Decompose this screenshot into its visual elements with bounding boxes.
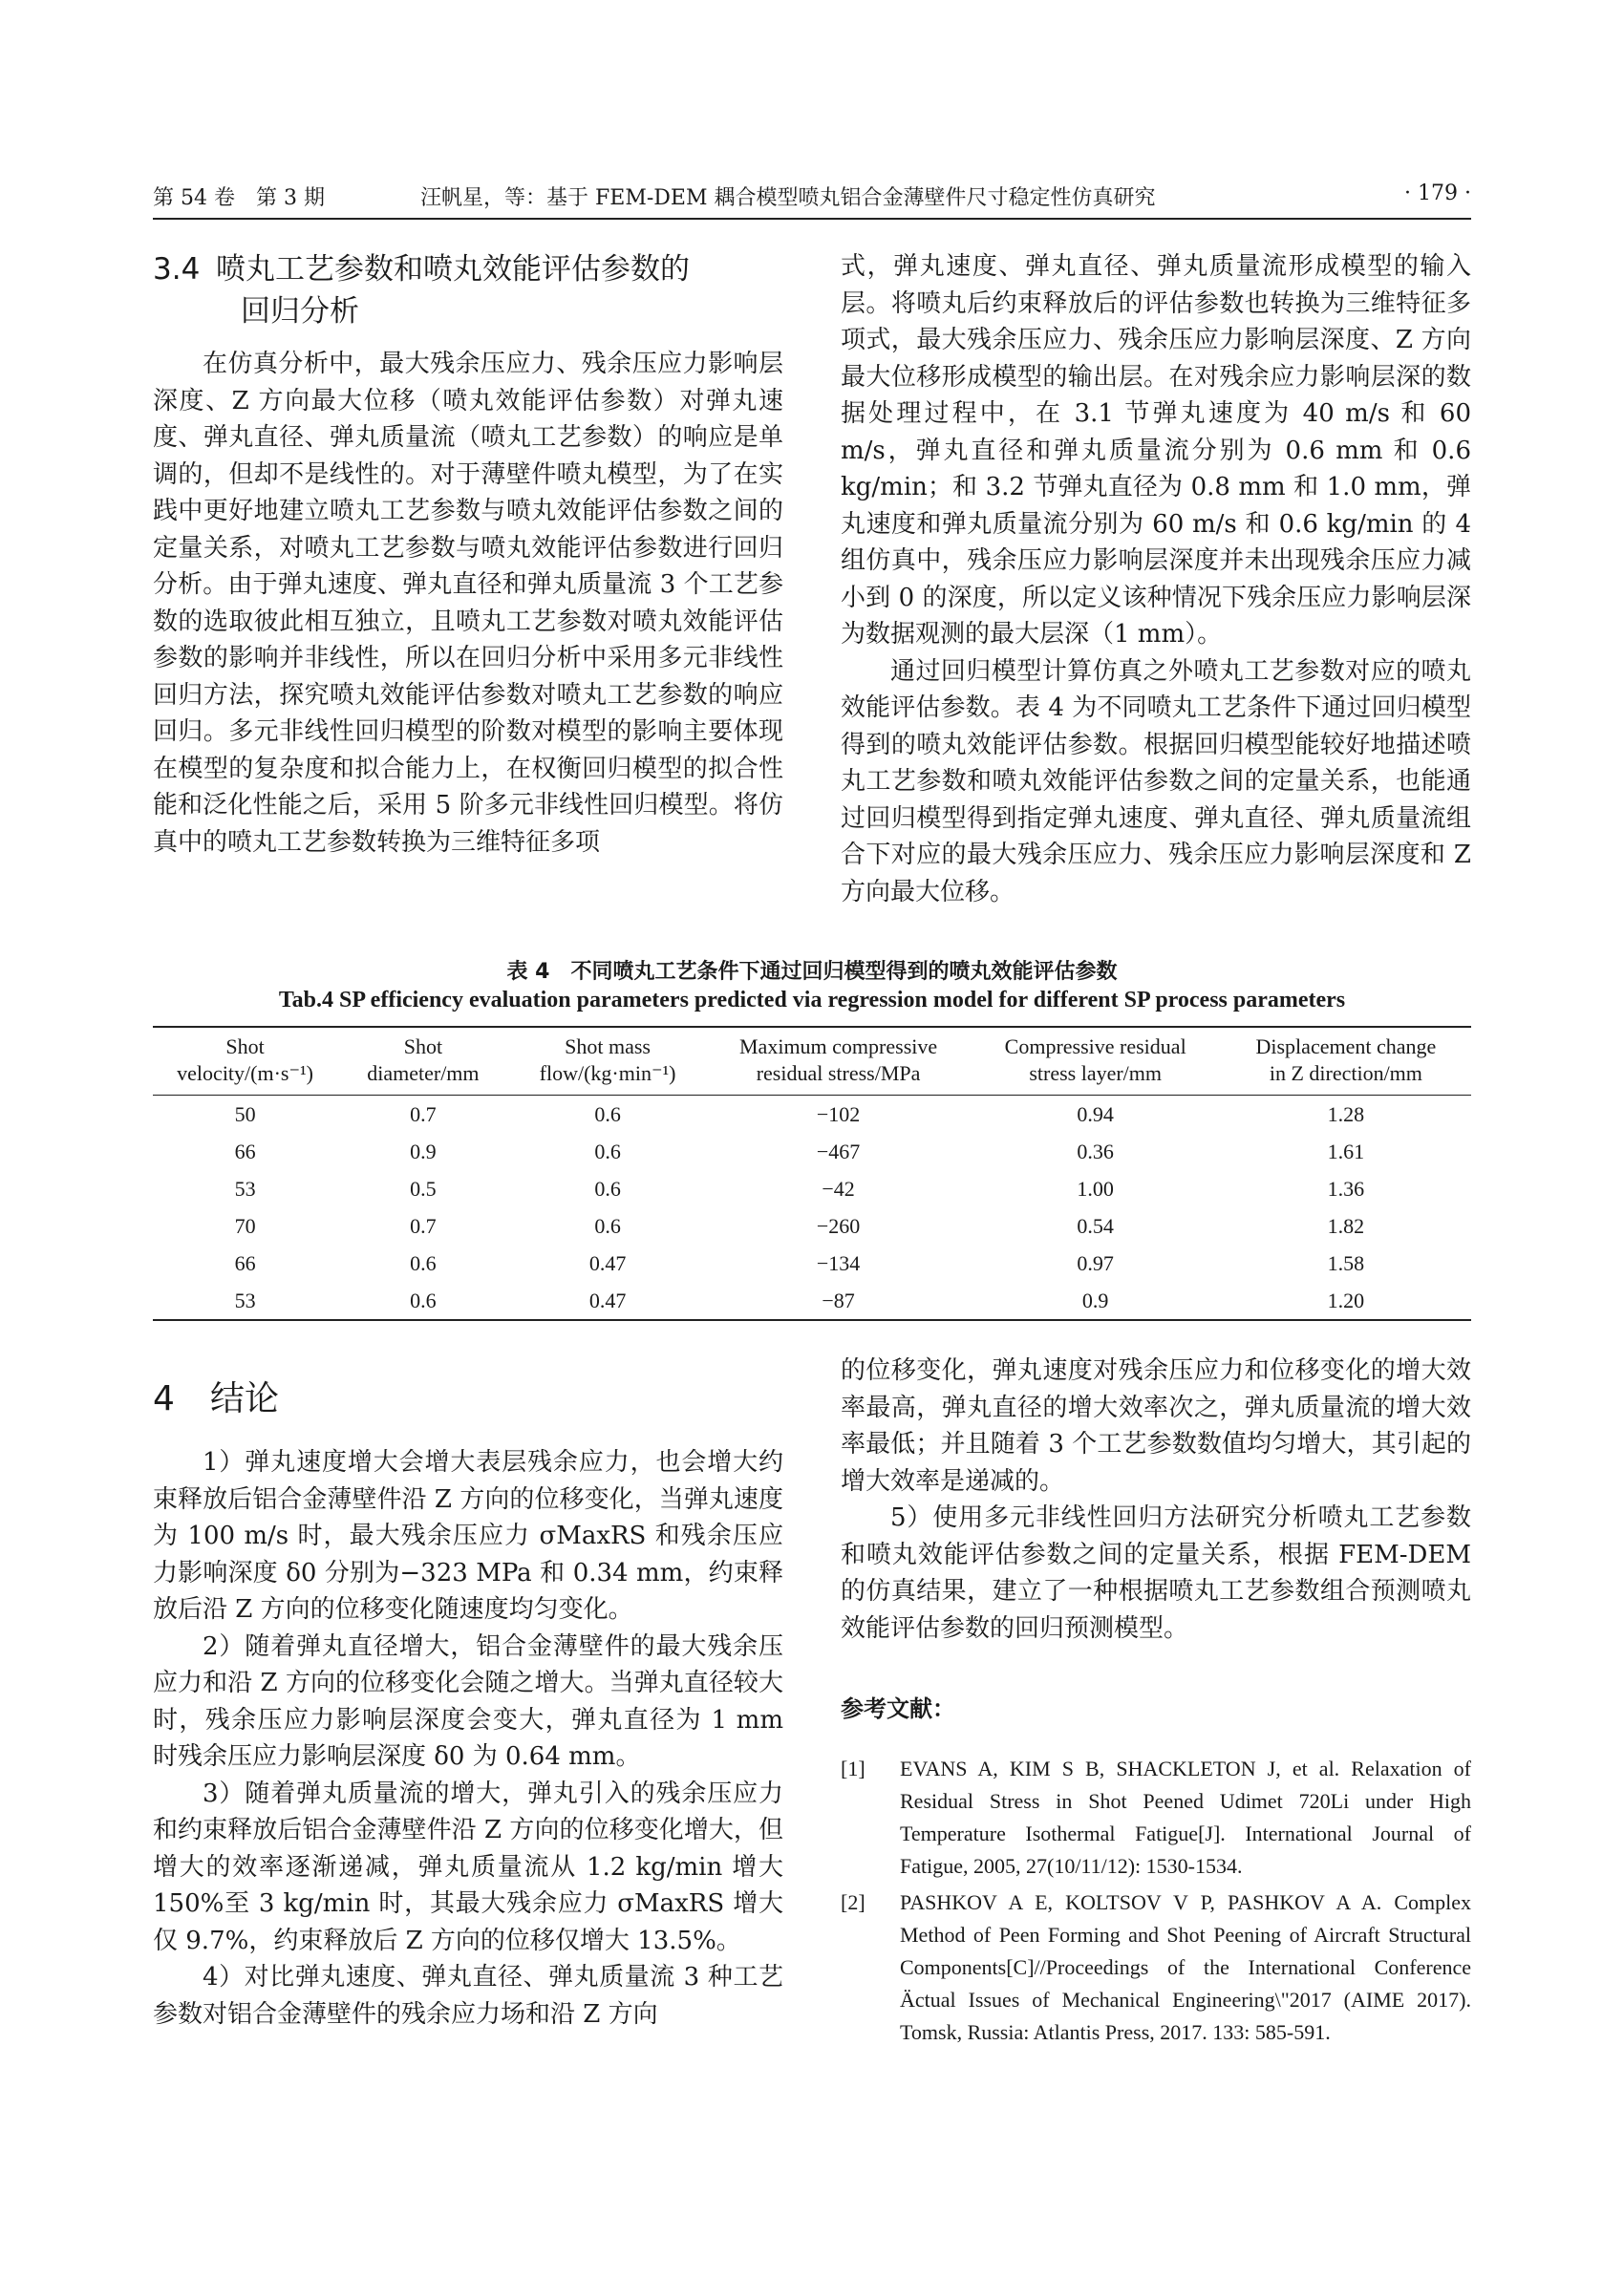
table-cell: 0.6 [594, 1101, 621, 1126]
column-header [1221, 1027, 1471, 1096]
table-cell: 0.9 [410, 1139, 437, 1163]
table-cell: −87 [707, 1282, 971, 1320]
section-4-heading [153, 1375, 783, 1423]
table-cell: 53 [234, 1176, 256, 1201]
section-3-4-heading [153, 248, 783, 290]
table-row [153, 1245, 1471, 1282]
table-row [153, 1282, 1471, 1320]
column-header [153, 1027, 337, 1096]
section-title: 结论 [210, 1379, 280, 1418]
upper-right-column [841, 248, 1471, 910]
paragraph: 在仿真分析中，最大残余压应力、残余压应力影响层深度、Z 方向最大位移（喷丸效能评估参数）对弹丸速度、弹丸直径、弹丸质量流（喷丸工艺参数）的响应是单调的，但却不是线性的。对于薄壁件喷丸模型，为了在实践中更好地建立喷丸工艺参数与喷丸效能评估参数之间的定量关系，对喷丸工艺参数与喷丸效能评估参数进行回归分析。由于弹丸速度、弹丸直径和弹丸质量流 3 个工艺参数的选取彼此相互独立，且喷丸工艺参数对喷丸效能评估参数的影响并非线性，所以在回归分析中采用多元非线性回归方法，探究喷丸效能评估参数对喷丸工艺参数的响应回归。多元非线性回归模型的阶数对模型的影响主要体现在模型的复杂度和拟合能力上，在权衡回归模型的拟合性能和泛化性能之后，采用 5 阶多元非线性回归模型。将仿真中的喷丸工艺参数转换为三维特征多项 [153, 350, 783, 857]
data-table [153, 1026, 1471, 1321]
table-cell: 66 [234, 1250, 256, 1275]
section-number: 3.4 [153, 252, 201, 287]
table-cell: 0.7 [410, 1213, 437, 1238]
header-line: Shot [403, 1034, 443, 1058]
conclusion-item-4-continued: 的位移变化，弹丸速度对残余压应力和位移变化的增大效率最高，弹丸直径的增大效率次之，弹丸质量流的增大效率最低；并且随着 3 个工艺参数数值均匀增大，其引起的增大效率是递减的。 [841, 1356, 1471, 1496]
table-cell: −134 [816, 1250, 861, 1275]
column-header [971, 1027, 1221, 1096]
header-line: residual stress/MPa [756, 1061, 921, 1085]
table-cell: 0.6 [594, 1213, 621, 1238]
column-header [509, 1027, 707, 1096]
header-line: Shot mass [565, 1034, 651, 1058]
header-line: Displacement change [1255, 1034, 1437, 1058]
table-cell: 0.5 [410, 1176, 437, 1201]
table-cell: 1.00 [1077, 1176, 1114, 1201]
table-cell: 1.82 [1327, 1213, 1365, 1238]
lower-right-column [841, 1353, 1471, 2053]
table-caption-en: Tab.4 SP efficiency evaluation parameters predicted via regression model for different SP process parameters [278, 988, 1346, 1012]
table-cell: 0.97 [1077, 1250, 1114, 1275]
conclusion-item-1: 1）弹丸速度增大会增大表层残余应力，也会增大约束释放后铝合金薄壁件沿 Z 方向的位移变化，当弹丸速度为 100 m/s 时，最大残余压应力 σMaxRS 和残余压应力影响深度 δ0 分别为−323 MPa 和 0.34 mm，约束释放后沿 Z 方向的位移变化随速度均匀变化。 [153, 1448, 783, 1624]
conclusion-item-5: 5）使用多元非线性回归方法研究分析喷丸工艺参数和喷丸效能评估参数之间的定量关系，根据 FEM-DEM 的仿真结果，建立了一种根据喷丸工艺参数组合预测喷丸效能评估参数的回归预测模型。 [841, 1503, 1471, 1643]
header-line: flow/(kg·min⁻¹) [539, 1061, 676, 1085]
table-cell: 1.36 [1327, 1176, 1365, 1201]
header-line: in Z direction/mm [1269, 1061, 1422, 1085]
table-cell: −42 [822, 1176, 855, 1201]
section-number: 4 [153, 1379, 175, 1418]
running-title: 汪帆星，等：基于 FEM-DEM 耦合模型喷丸铝合金薄壁件尺寸稳定性仿真研究 [420, 186, 1156, 210]
table-cell: 66 [234, 1139, 256, 1163]
table-cell: 0.47 [588, 1250, 627, 1275]
reference-text: PASHKOV A E, KOLTSOV V P, PASHKOV A A. Complex Method of Peen Forming and Shot Peening of Aircraft Structural Components[C]//Proceedings of the International Conference Äctual Issues of Mechanical Engineering\"2017 (AIME 2017). Tomsk, Russia: Atlantis Press, 2017. 133: 585-591. [900, 1889, 1471, 2044]
page-number: · 179 · [1404, 181, 1471, 205]
table-header-row [153, 1027, 1471, 1096]
paragraph: 通过回归模型计算仿真之外喷丸工艺参数对应的喷丸效能评估参数。表 4 为不同喷丸工艺条件下通过回归模型得到的喷丸效能评估参数。根据回归模型能较好地描述喷丸工艺参数和喷丸效能评估参数之间的定量关系，也能通过回归模型得到指定弹丸速度、弹丸直径、弹丸质量流组合下对应的最大残余压应力、残余压应力影响层深度和 Z 方向最大位移。 [841, 656, 1471, 906]
header-rule [153, 218, 1471, 220]
references-heading: 参考文献： [841, 1695, 955, 1722]
table-cell: 0.6 [410, 1250, 437, 1275]
table-cell: 0.6 [594, 1139, 621, 1163]
column-header [707, 1027, 971, 1096]
reference-text: EVANS A, KIM S B, SHACKLETON J, et al. Relaxation of Residual Stress in Shot Peened Udimet 720Li under High Temperature Isothermal Fatigue[J]. International Journal of Fatigue, 2005, 27(10/11/12): 1530-1534. [900, 1756, 1471, 1878]
section-title-line1: 喷丸工艺参数和喷丸效能评估参数的 [216, 252, 690, 287]
upper-left-column [153, 248, 783, 861]
running-header [153, 178, 1471, 216]
header-line: stress layer/mm [1029, 1061, 1163, 1085]
header-line: Shot [225, 1034, 265, 1058]
table-cell: −260 [816, 1213, 861, 1238]
column-header [337, 1027, 508, 1096]
table-cell: −467 [816, 1139, 861, 1163]
table-caption-cn: 表 4 不同喷丸工艺条件下通过回归模型得到的喷丸效能评估参数 [506, 960, 1118, 984]
reference-item [841, 1753, 1471, 1883]
table-cell: 0.9 [971, 1282, 1221, 1320]
table-cell: −102 [816, 1101, 861, 1126]
table-cell: 50 [234, 1101, 256, 1126]
table-cell: 1.58 [1327, 1250, 1365, 1275]
conclusion-item-3: 3）随着弹丸质量流的增大，弹丸引入的残余压应力和约束释放后铝合金薄壁件沿 Z 方向的位移变化增大，但增大的效率逐渐递减，弹丸质量流从 1.2 kg/min 增大 150%至 3 kg/min 时，其最大残余应力 σMaxRS 增大仅 9.7%，约束释放后 Z 方向的位移仅增大 13.5%。 [153, 1779, 783, 1955]
section-title-line2-wrap [153, 290, 783, 332]
section-title-line2: 回归分析 [241, 294, 359, 329]
conclusion-item-2: 2）随着弹丸直径增大，铝合金薄壁件的最大残余压应力和沿 Z 方向的位移变化会随之增大。当弹丸直径较大时，残余压应力影响层深度会变大，弹丸直径为 1 mm 时残余压应力影响层深度 δ0 为 0.64 mm。 [153, 1631, 783, 1771]
conclusion-item-4: 4）对比弹丸速度、弹丸直径、弹丸质量流 3 种工艺参数对铝合金薄壁件的残余应力场和沿 Z 方向 [153, 1963, 783, 2029]
table-cell: 0.6 [594, 1176, 621, 1201]
table-cell: 0.54 [1077, 1213, 1114, 1238]
header-line: diameter/mm [367, 1061, 480, 1085]
header-line: Compressive residual [1004, 1034, 1186, 1058]
table-cell: 0.47 [509, 1282, 707, 1320]
table-row [153, 1133, 1471, 1170]
table-cell: 70 [234, 1213, 256, 1238]
header-line: Maximum compressive [739, 1034, 938, 1058]
table-cell: 0.6 [337, 1282, 508, 1320]
table-cell: 0.36 [1077, 1139, 1114, 1163]
reference-number: [2] [841, 1889, 865, 1914]
table-cell: 1.20 [1221, 1282, 1471, 1320]
reference-list [841, 1753, 1471, 2049]
journal-issue: 第 54 卷 第 3 期 [153, 186, 325, 210]
paragraph-continued: 式，弹丸速度、弹丸直径、弹丸质量流形成模型的输入层。将喷丸后约束释放后的评估参数也转换为三维特征多项式，最大残余压应力、残余压应力影响层深度、Z 方向最大位移形成模型的输出层。在对残余应力影响层深的数据处理过程中，在 3.1 节弹丸速度为 40 m/s 和 60 m/s，弹丸直径和弹丸质量流分别为 0.6 mm 和 0.6 kg/min；和 3.2 节弹丸直径为 0.8 mm 和 1.0 mm，弹丸速度和弹丸质量流分别为 60 m/s 和 0.6 kg/min 的 4 组仿真中，残余压应力影响层深度并未出现残余压应力减小到 0 的深度，所以定义该种情况下残余压应力影响层深为数据观测的最大层深（1 mm）。 [841, 252, 1471, 649]
header-line: velocity/(m·s⁻¹) [177, 1061, 314, 1085]
table-cell: 1.61 [1327, 1139, 1365, 1163]
table-cell: 53 [153, 1282, 337, 1320]
table-row [153, 1096, 1471, 1134]
table-row [153, 1207, 1471, 1245]
table-cell: 1.28 [1327, 1101, 1365, 1126]
reference-item [841, 1886, 1471, 2049]
table-cell: 0.7 [410, 1101, 437, 1126]
lower-left-column [153, 1375, 783, 2033]
table-cell: 0.94 [1077, 1101, 1114, 1126]
table-row [153, 1170, 1471, 1207]
reference-number: [1] [841, 1756, 865, 1780]
